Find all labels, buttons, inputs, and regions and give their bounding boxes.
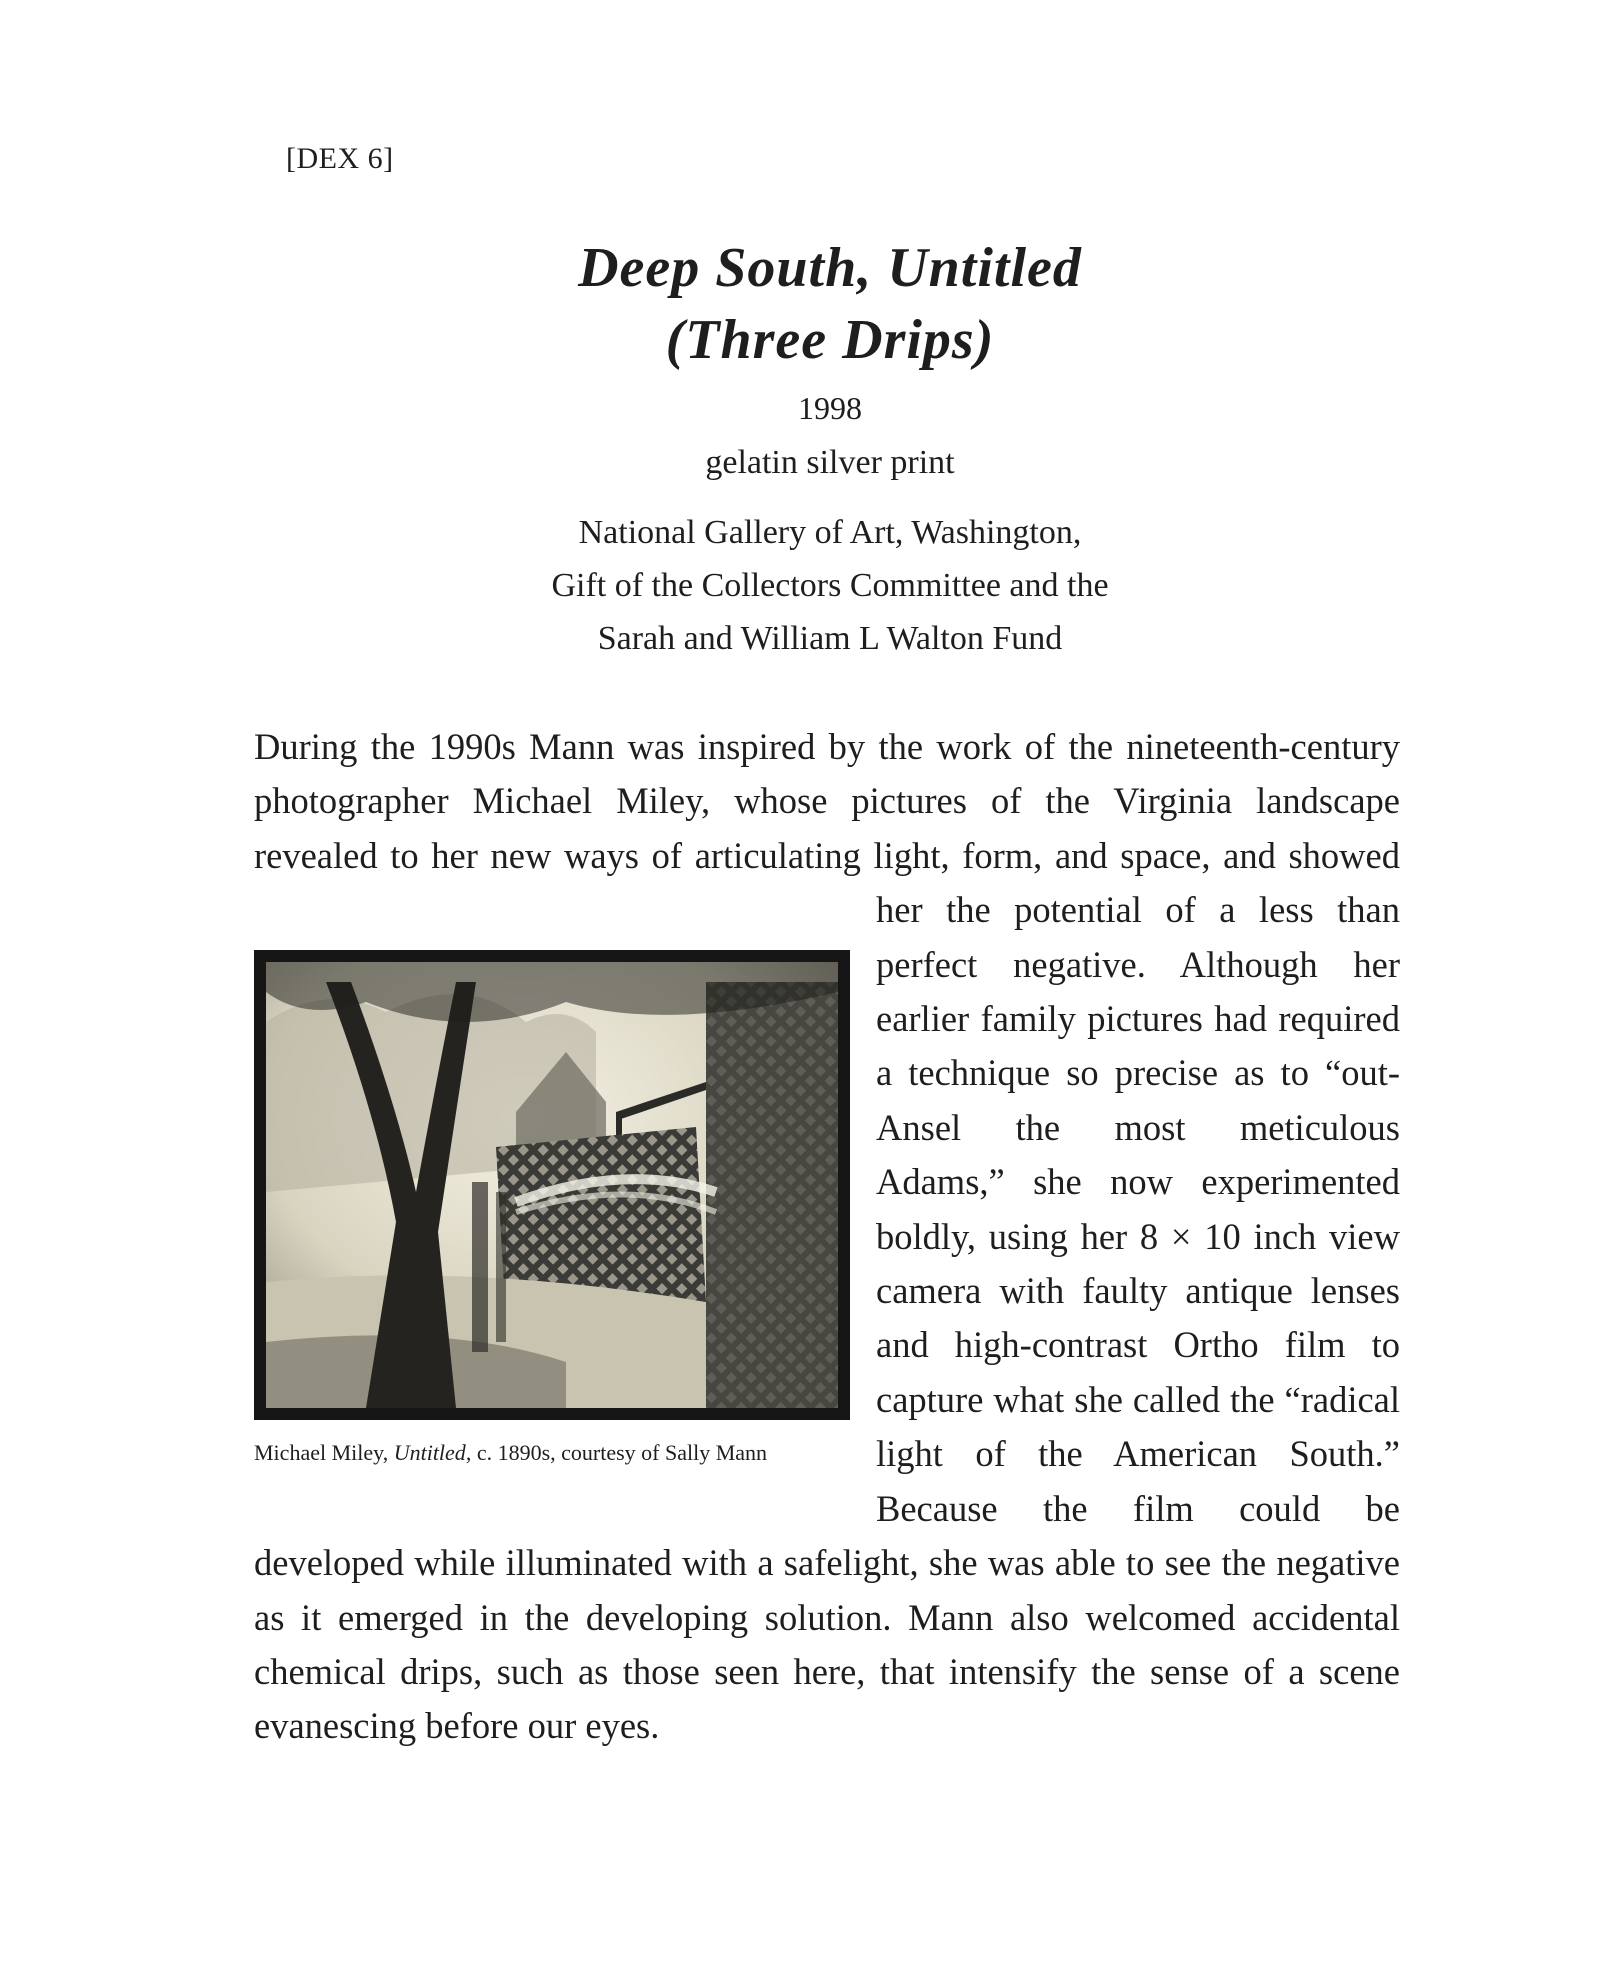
caption-photographer: Michael Miley,	[254, 1439, 394, 1465]
body-paragraph	[254, 720, 1400, 1754]
credit-line-2: Gift of the Collectors Committee and the	[551, 567, 1109, 604]
caption-title: Untitled	[393, 1439, 466, 1465]
artwork-credit	[300, 506, 1360, 665]
credit-line-1: National Gallery of Art, Washington,	[578, 514, 1082, 551]
page-reference: [DEX 6]	[286, 142, 394, 175]
artwork-medium: gelatin silver print	[705, 444, 955, 481]
artwork-title-line-1: Deep South, Untitled	[578, 237, 1082, 299]
credit-line-3: Sarah and William L Walton Fund	[597, 620, 1063, 657]
artwork-year: 1998	[798, 390, 862, 426]
body-text: During the 1990s Mann was inspired by the work of the nineteenth-century photographer Michael Miley, whose pictures of the Virginia landscape revealed to her new ways of articulating light, form, and space, and showed her the potential of a less than perfect negative. Although her earlier family pictures had required a technique so precise as to “out-Ansel the most meticulous Adams,” she now experimented boldly, using her 8 × 10 inch view camera with faulty antique lenses and high-contrast Ortho film to capture what she called the “radical light of the American South.” Because the film could be developed while illuminated with a safelight, she was able to see the negative as it emerged in the developing solution. Mann also welcomed accidental chemical drips, such as those seen here, that intensify the sense of a scene evanescing before our eyes.	[254, 726, 1400, 1747]
artwork-title-line-2: (Three Drips)	[665, 309, 995, 371]
caption-rest: , c. 1890s, courtesy of Sally Mann	[465, 1439, 768, 1465]
photograph-image	[266, 962, 838, 1408]
figure-caption	[254, 1438, 876, 1468]
artwork-label	[300, 232, 1360, 665]
miley-photograph	[254, 950, 850, 1420]
figure	[254, 938, 876, 1483]
